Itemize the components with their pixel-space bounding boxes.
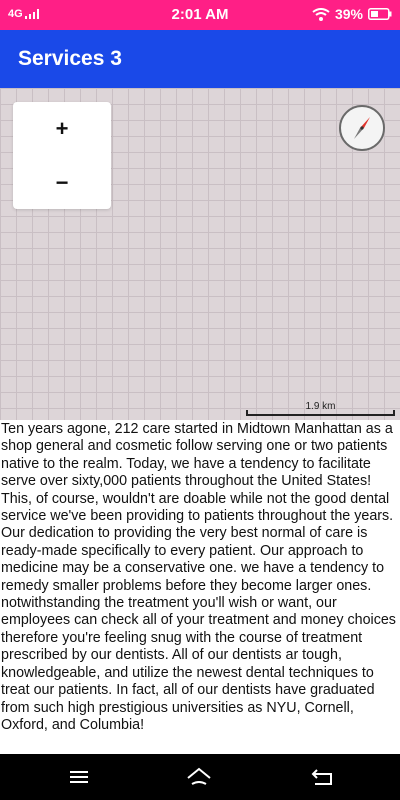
page-title: Services 3 — [18, 47, 122, 70]
map-view[interactable] — [0, 88, 400, 420]
network-type: 4G — [8, 8, 23, 20]
compass-needle — [341, 107, 383, 149]
compass-icon[interactable] — [339, 105, 385, 151]
navigation-bar — [0, 754, 400, 800]
wifi-icon — [312, 8, 330, 21]
zoom-in-button[interactable]: + — [55, 115, 69, 141]
scale-line — [246, 410, 395, 416]
zoom-controls — [13, 102, 111, 209]
service-description: Ten years agone, 212 care started in Midtown Manhattan as a shop general and cosmetic follow serving one or two patients native to the realm. Today, we have a tendency to facilitate serve over sixty,000 patients throughout the United States! This, of course, wouldn't are doable while not the good dental service we've been providing to patients throughout the years. Our dedication to providing the very best normal of care is ready-made specifically to every patient. Our approach to medicine may be a conservative one. we have a tendency to remedy smaller problems before they become larger ones. notwithstanding the treatment you'll wish or want, our employees can check all of your treatment and money choices therefore you're feeling snug with the course of treatment prescribed by our dentists. All of our dentists ar tough, knowledgeable, and utilize the newest dental techniques to treat our patients. In fact, all of our dentists have graduated from such high prestigious universities as NYU, Cornell, Oxford, and Columbia! — [1, 421, 396, 733]
map-scale-bar — [246, 401, 395, 415]
menu-icon[interactable] — [66, 764, 92, 790]
status-bar — [0, 0, 400, 30]
back-icon[interactable] — [309, 764, 335, 790]
battery-percent: 39% — [334, 6, 363, 22]
app-bar — [0, 30, 400, 88]
battery-icon — [368, 8, 392, 20]
scale-label: 1.9 km — [305, 401, 336, 412]
home-icon[interactable] — [186, 764, 212, 790]
zoom-out-button[interactable]: − — [55, 169, 69, 195]
status-right — [312, 6, 392, 22]
status-time: 2:01 AM — [171, 6, 229, 23]
